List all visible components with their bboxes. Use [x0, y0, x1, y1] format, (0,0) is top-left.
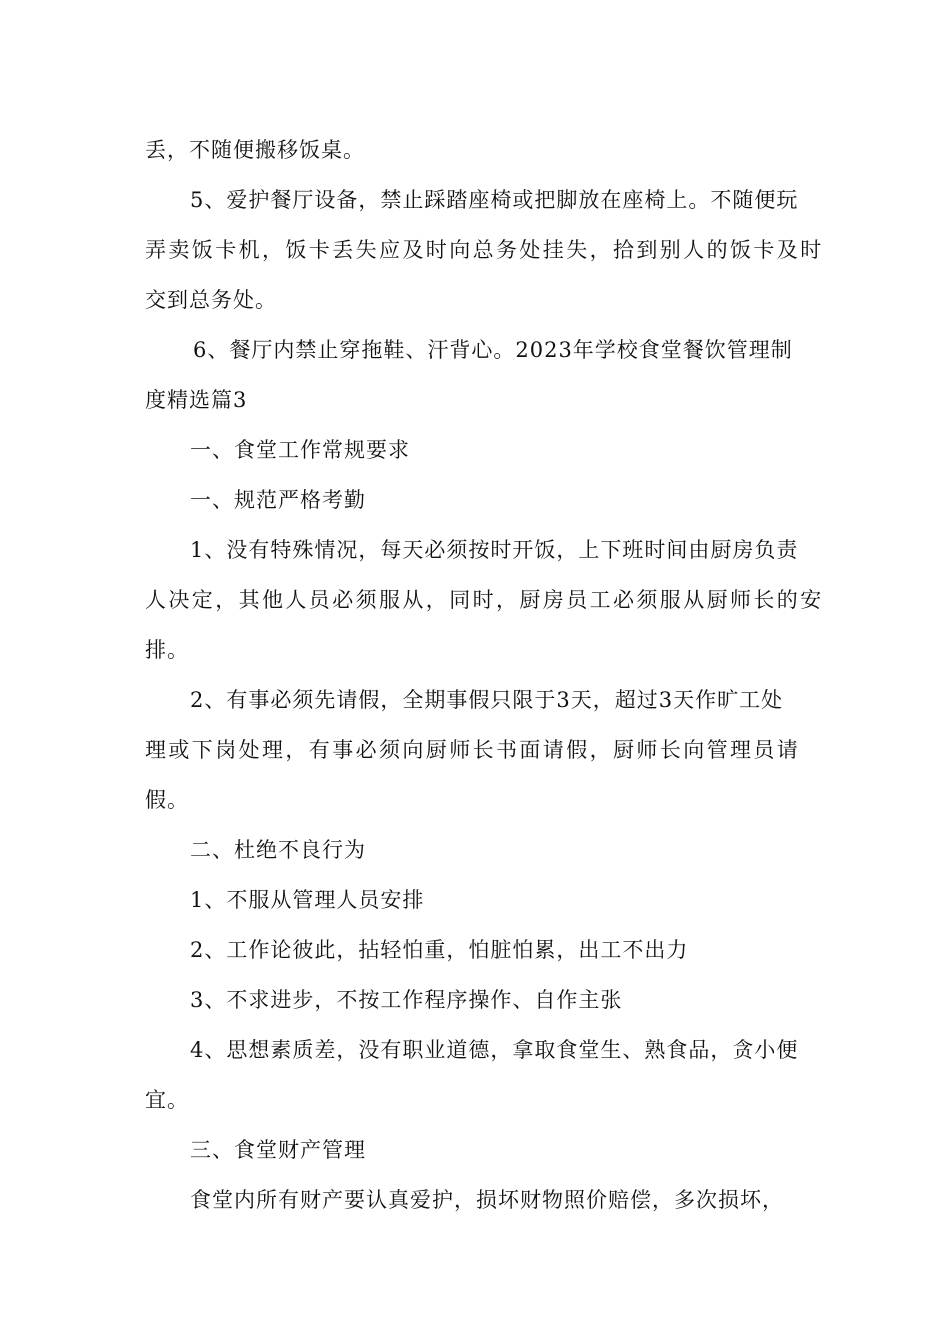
text-line: 2、有事必须先请假，全期事假只限于3天，超过3天作旷工处 — [190, 688, 784, 712]
text-line: 2、工作论彼此，拈轻怕重，怕脏怕累，出工不出力 — [190, 938, 689, 962]
text-line: 食堂内所有财产要认真爱护，损坏财物照价赔偿，多次损坏， — [190, 1188, 784, 1212]
text-line: 3、不求进步，不按工作程序操作、自作主张 — [190, 988, 623, 1012]
text-line: 5、爱护餐厅设备，禁止踩踏座椅或把脚放在座椅上。不随便玩 — [190, 188, 799, 212]
section-heading: 一、规范严格考勤 — [190, 488, 366, 512]
text-line: 排。 — [145, 638, 189, 662]
text-line: 交到总务处。 — [145, 288, 277, 312]
text-line: 人决定，其他人员必须服从，同时，厨房员工必须服从厨师长的安 — [145, 588, 824, 612]
section-heading: 二、杜绝不良行为 — [190, 838, 366, 862]
text-line: 理或下岗处理，有事必须向厨师长书面请假，厨师长向管理员请 — [145, 738, 801, 762]
text-line: 假。 — [145, 788, 189, 812]
text-line: 丢，不随便搬移饭桌。 — [145, 138, 365, 162]
text-line: 4、思想素质差，没有职业道德，拿取食堂生、熟食品，贪小便 — [190, 1038, 799, 1062]
section-heading: 一、食堂工作常规要求 — [190, 438, 410, 462]
text-line: 6、餐厅内禁止穿拖鞋、汗背心。2023年学校食堂餐饮管理制 — [193, 338, 793, 362]
text-line: 宜。 — [145, 1088, 189, 1112]
text-line: 弄卖饭卡机，饭卡丢失应及时向总务处挂失，拾到别人的饭卡及时 — [145, 238, 824, 262]
text-line: 度精选篇3 — [145, 388, 248, 412]
text-line: 1、不服从管理人员安排 — [190, 888, 425, 912]
section-heading: 三、食堂财产管理 — [190, 1138, 366, 1162]
text-line: 1、没有特殊情况，每天必须按时开饭，上下班时间由厨房负责 — [190, 538, 799, 562]
